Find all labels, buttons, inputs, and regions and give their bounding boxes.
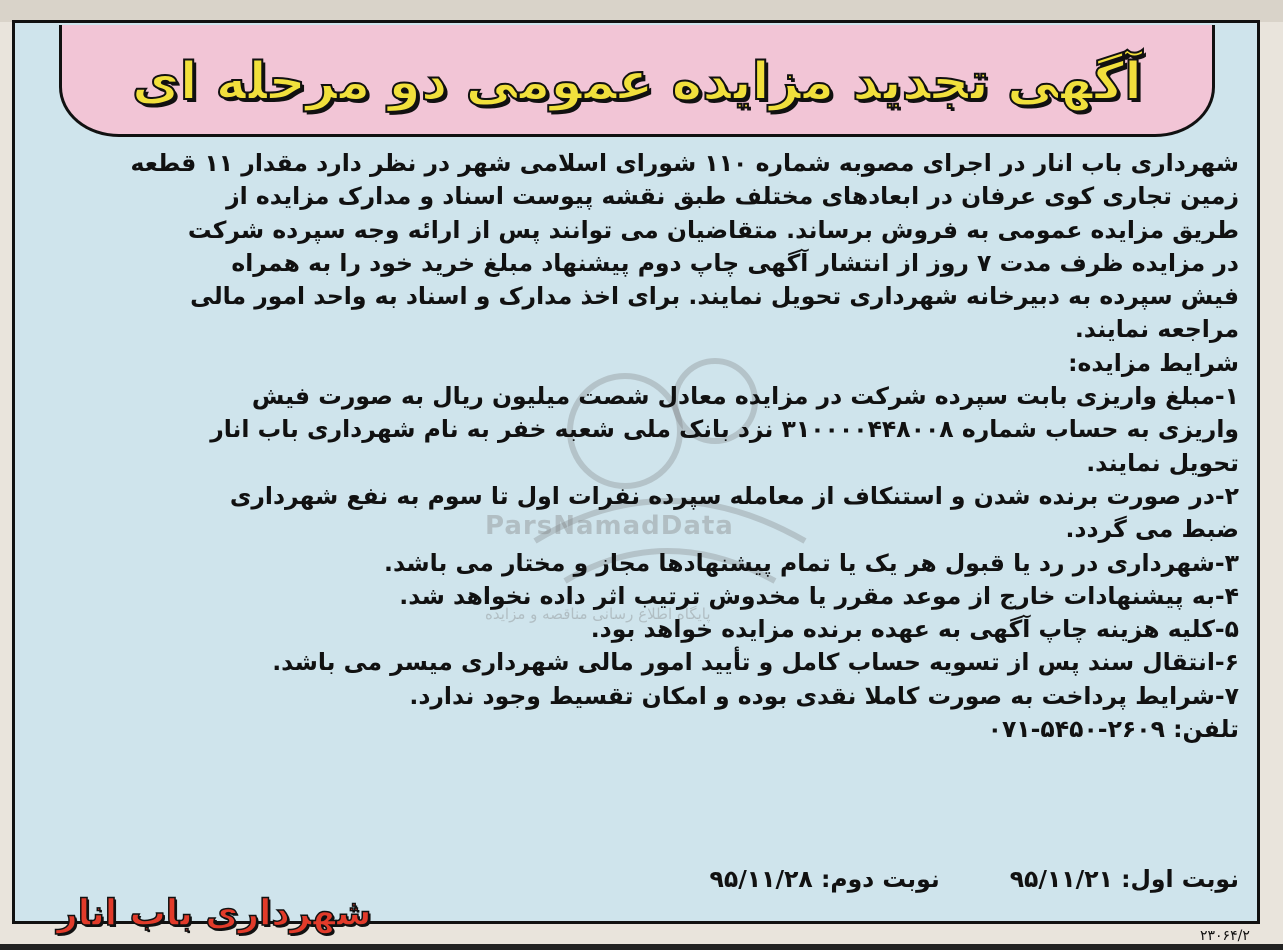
municipality-signature: شهرداری باب انار <box>57 893 372 934</box>
condition-item: واریزی به حساب شماره ۳۱۰۰۰۰۴۴۸۰۰۸ نزد بانک ملی شعبه خفر به نام شهرداری باب انار <box>210 415 1239 444</box>
condition-item: ۵-کلیه هزینه چاپ آگهی به عهده برنده مزایده خواهد بود. <box>590 615 1239 644</box>
body-line: فیش سپرده به دبیرخانه شهرداری تحویل نمایند. برای اخذ مدارک و اسناد به واحد امور مالی <box>190 282 1239 311</box>
body-line: در مزایده ظرف مدت ۷ روز از انتشار آگهی چاپ دوم پیشنهاد مبلغ خرید خود را به همراه <box>231 248 1239 277</box>
condition-item: ۱-مبلغ واریزی بابت سپرده شرکت در مزایده معادل شصت میلیون ریال به صورت فیش <box>251 382 1239 411</box>
body-line: زمین تجاری کوی عرفان در ابعادهای مختلف طبق نقشه پیوست اسناد و مدارک مزایده از <box>226 182 1239 211</box>
body-line: شهرداری باب انار در اجرای مصوبه شماره ۱۱۰ شورای اسلامی شهر در نظر دارد مقدار ۱۱ قطعه <box>130 149 1239 177</box>
advertisement-frame <box>12 20 1260 934</box>
page-top-strip <box>0 0 1283 22</box>
watermark-text: ParsNamadData <box>485 511 734 541</box>
ad-body <box>39 147 1239 746</box>
condition-item: ۴-به پیشنهادات خارج از موعد مقرر یا مخدوش ترتیب اثر داده نخواهد شد. <box>399 581 1239 610</box>
condition-item: تحویل نمایند. <box>1086 448 1239 477</box>
phone-line: تلفن: ۲۶۰۹-۵۴۵۰-۰۷۱ <box>987 715 1239 744</box>
condition-item: ۷-شرایط پرداخت به صورت کاملا نقدی بوده و امکان تقسیط وجود ندارد. <box>409 681 1239 710</box>
condition-item: ضبط می گردد. <box>1065 515 1239 544</box>
first-run-date: نوبت اول: ۹۵/۱۱/۲۱ <box>1009 865 1239 893</box>
watermark-subtitle: پایگاه اطلاع رسانی مناقصه و مزایده <box>485 605 711 623</box>
condition-item: ۲-در صورت برنده شدن و استنکاف از معامله سپرده نفرات اول تا سوم به نفع شهرداری <box>229 481 1239 510</box>
second-run-date: نوبت دوم: ۹۵/۱۱/۲۸ <box>709 865 940 893</box>
publication-dates <box>39 865 1239 893</box>
body-line: مراجعه نمایند. <box>1074 315 1239 344</box>
condition-item: ۳-شهرداری در رد یا قبول هر یک یا تمام پیشنهادها مجاز و مختار می باشد. <box>384 548 1239 577</box>
header-band <box>59 25 1215 137</box>
ad-title: آگهی تجدید مزایده عمومی دو مرحله ای <box>132 51 1142 112</box>
ad-code: ۲۳۰۶۴/۲ <box>1200 928 1250 944</box>
condition-item: ۶-انتقال سند پس از تسویه حساب کامل و تأیید امور مالی شهرداری میسر می باشد. <box>272 648 1239 677</box>
bottom-divider <box>0 944 1283 950</box>
conditions-heading: شرایط مزایده: <box>1068 348 1239 377</box>
body-line: طریق مزایده عمومی به فروش برساند. متقاضیان می توانند پس از ارائه وجه سپرده شرکت <box>187 215 1239 244</box>
